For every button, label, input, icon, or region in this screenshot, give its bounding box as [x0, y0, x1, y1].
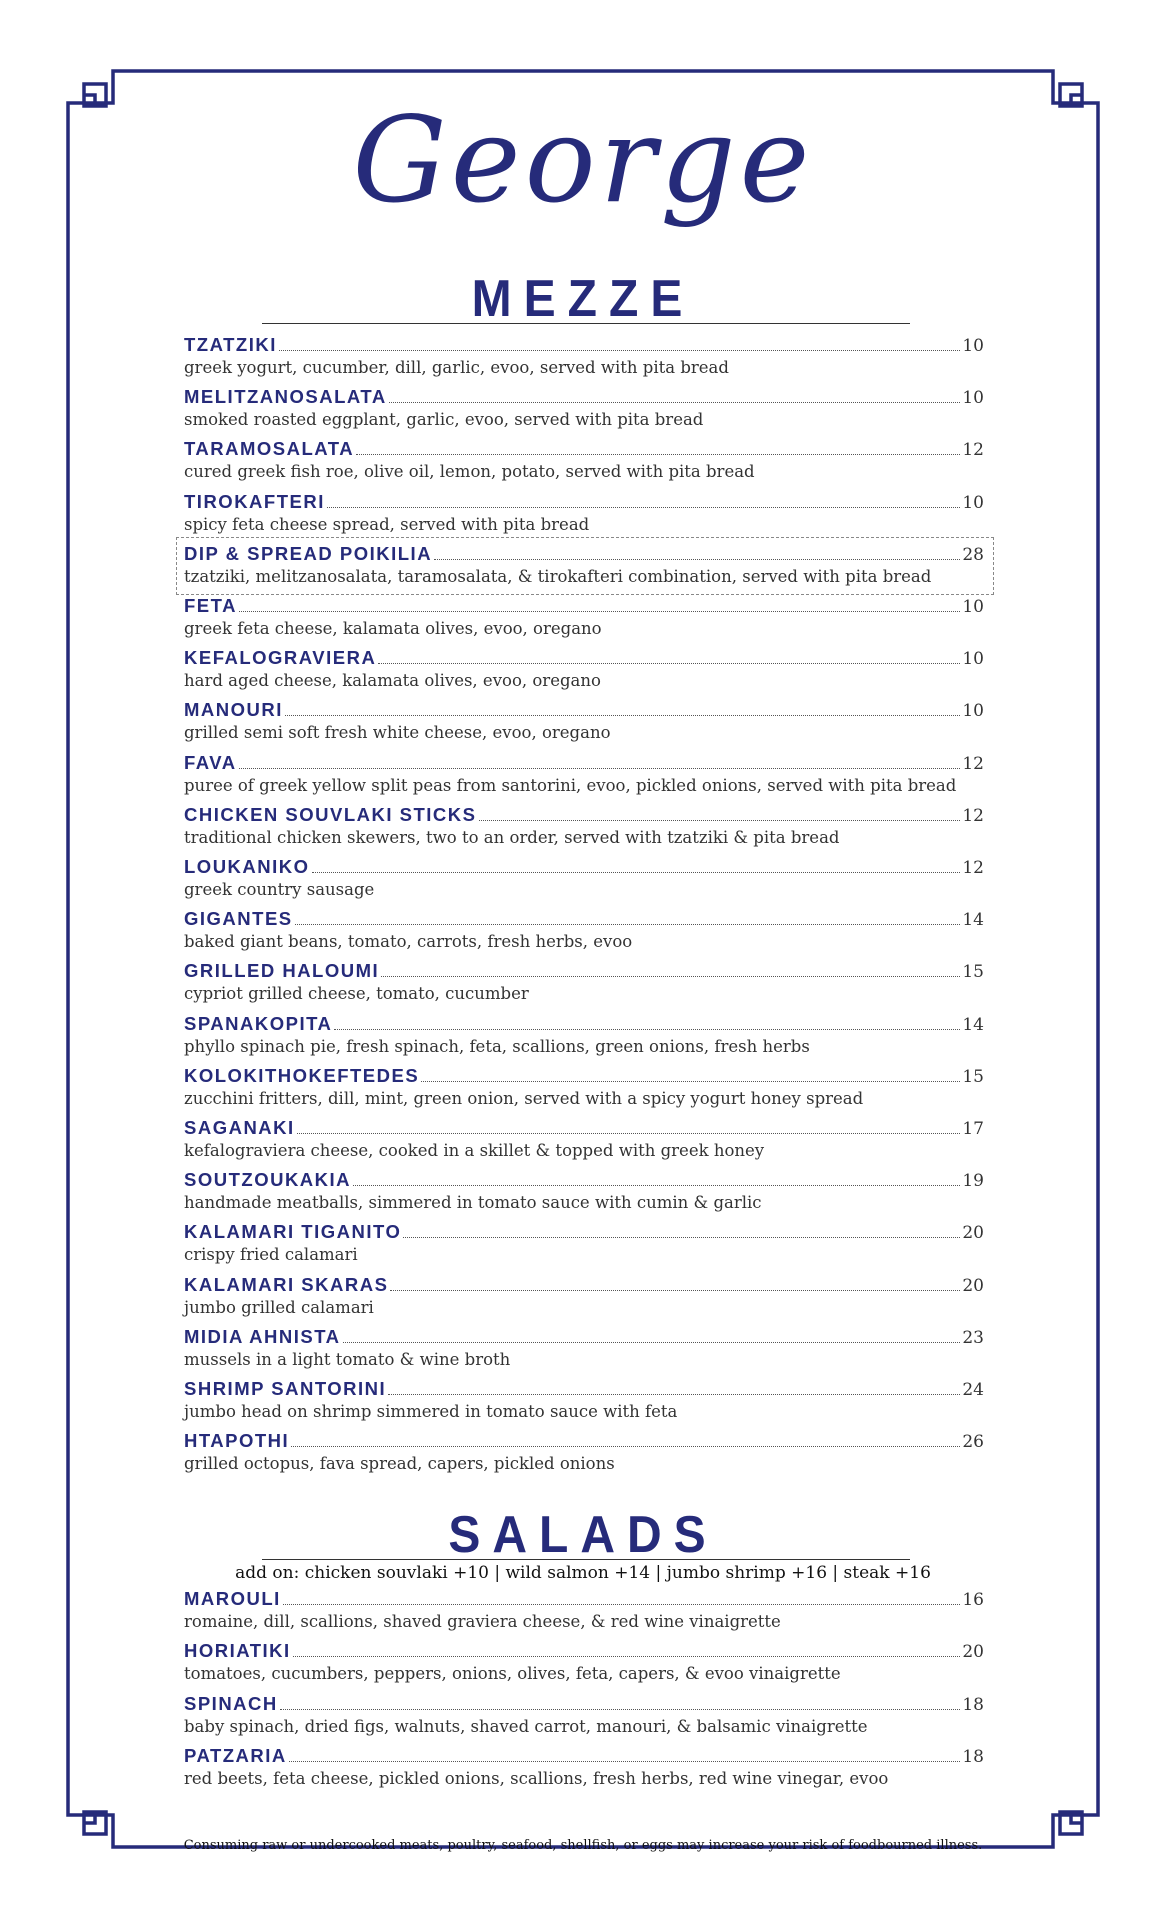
- dot-leader: [279, 349, 961, 351]
- menu-item-header: [184, 1013, 984, 1037]
- menu-item-price: 20: [962, 1223, 984, 1244]
- menu-item-description: zucchini fritters, dill, mint, green onion, served with a spicy yogurt honey spread: [184, 1088, 864, 1108]
- dot-leader: [353, 1184, 960, 1186]
- menu-item-price: 14: [962, 910, 984, 931]
- menu-item-description: grilled semi soft fresh white cheese, evoo, oregano: [184, 723, 611, 743]
- dot-leader: [378, 662, 960, 664]
- dot-leader: [239, 610, 960, 612]
- menu-item-name: FETA: [184, 595, 237, 616]
- menu-item: [184, 1065, 984, 1113]
- dot-leader: [388, 1393, 960, 1395]
- menu-item-header: [184, 1588, 984, 1612]
- menu-item-name: TZATZIKI: [184, 334, 277, 355]
- menu-item-name: KALAMARI TIGANITO: [184, 1221, 402, 1243]
- menu-item: [184, 1013, 984, 1061]
- menu-item: [184, 1117, 984, 1165]
- menu-item-price: 20: [962, 1642, 984, 1663]
- menu-item: [184, 960, 984, 1008]
- dot-leader: [479, 819, 961, 821]
- dot-leader: [421, 1080, 960, 1082]
- menu-item-description: mussels in a light tomato & wine broth: [184, 1349, 511, 1369]
- menu-item-description: spicy feta cheese spread, served with pita bread: [184, 514, 590, 534]
- menu-item-header: [184, 1745, 984, 1769]
- dot-leader: [389, 401, 961, 403]
- dot-leader: [295, 923, 961, 925]
- menu-item: [184, 334, 984, 382]
- menu-item-header: [184, 804, 984, 828]
- salads-addon-note: add on: chicken souvlaki +10 | wild salmon +14 | jumbo shrimp +16 | steak +16: [235, 1563, 931, 1583]
- menu-item: [184, 1378, 984, 1426]
- menu-item-header: [184, 960, 984, 984]
- menu-item: [184, 1640, 984, 1688]
- menu-item-description: greek feta cheese, kalamata olives, evoo, oregano: [184, 619, 602, 638]
- menu-item-name: SAGANAKI: [184, 1117, 295, 1138]
- menu-item-header: [184, 543, 984, 567]
- menu-item-header: [184, 1117, 984, 1141]
- dot-leader: [381, 975, 960, 977]
- menu-item-description: cypriot grilled cheese, tomato, cucumber: [184, 984, 529, 1004]
- menu-item-name: SPINACH: [184, 1692, 278, 1714]
- dot-leader: [343, 1341, 961, 1343]
- menu-item: [184, 543, 984, 591]
- menu-item-description: traditional chicken skewers, two to an order, served with tzatziki & pita bread: [184, 827, 840, 847]
- menu-item: [184, 491, 984, 539]
- menu-item: [184, 438, 984, 486]
- menu-item-description: grilled octopus, fava spread, capers, pickled onions: [184, 1454, 615, 1474]
- menu-item: [184, 752, 984, 800]
- menu-item-price: 18: [962, 1694, 984, 1715]
- menu-item-price: 12: [962, 858, 984, 878]
- menu-item-description: handmade meatballs, simmered in tomato sauce with cumin & garlic: [184, 1193, 762, 1213]
- menu-item-name: CHICKEN SOUVLAKI STICKS: [184, 803, 477, 825]
- menu-item-name: MELITZANOSALATA: [184, 386, 387, 408]
- menu-item-header: [184, 1221, 984, 1245]
- menu-item-price: 12: [962, 440, 984, 461]
- menu-item-price: 10: [962, 388, 984, 409]
- menu-item-name: LOUKANIKO: [184, 856, 310, 877]
- menu-item-header: [184, 438, 984, 462]
- menu-item-header: [184, 856, 984, 880]
- menu-item-price: 16: [962, 1590, 984, 1610]
- menu-item: [184, 908, 984, 956]
- menu-item-name: TARAMOSALATA: [184, 438, 355, 460]
- menu-item-description: romaine, dill, scallions, shaved graviera cheese, & red wine vinaigrette: [184, 1612, 781, 1631]
- dot-leader: [285, 714, 960, 716]
- menu-item-price: 10: [962, 492, 984, 513]
- menu-item-header: [184, 1430, 984, 1454]
- menu-item-description: jumbo head on shrimp simmered in tomato sauce with feta: [184, 1402, 678, 1421]
- menu-item-name: SPANAKOPITA: [184, 1012, 333, 1034]
- menu-item: [184, 1430, 984, 1478]
- menu-item-price: 10: [962, 701, 984, 722]
- menu-item-header: [184, 752, 984, 776]
- menu-item-header: [184, 491, 984, 515]
- menu-item-header: [184, 699, 984, 723]
- menu-item-name: GIGANTES: [184, 908, 293, 930]
- menu-item-description: greek yogurt, cucumber, dill, garlic, evoo, served with pita bread: [184, 358, 729, 377]
- menu-item-header: [184, 647, 984, 671]
- restaurant-logo: George: [352, 91, 814, 229]
- dot-leader: [434, 558, 960, 560]
- menu-item: [184, 1745, 984, 1793]
- menu-item: [184, 386, 984, 434]
- menu-item-price: 18: [962, 1746, 984, 1767]
- dot-leader: [291, 1445, 960, 1447]
- menu-item-price: 26: [962, 1432, 984, 1453]
- menu-item: [184, 1169, 984, 1217]
- salads-title: SALADS: [448, 1506, 718, 1565]
- menu-item-price: 23: [962, 1327, 984, 1348]
- dot-leader: [293, 1655, 961, 1657]
- menu-item-name: MIDIA AHNISTA: [184, 1325, 341, 1347]
- menu-item-header: [184, 908, 984, 932]
- menu-item-header: [184, 334, 984, 358]
- menu-item-price: 19: [962, 1171, 984, 1192]
- menu-item-name: GRILLED HALOUMI: [184, 960, 380, 982]
- dot-leader: [280, 1708, 961, 1710]
- menu-item-header: [184, 1640, 984, 1664]
- menu-item-name: KEFALOGRAVIERA: [184, 647, 377, 669]
- menu-item-price: 15: [962, 962, 984, 983]
- menu-item-description: hard aged cheese, kalamata olives, evoo, oregano: [184, 671, 601, 691]
- menu-item-name: MANOURI: [184, 699, 283, 721]
- menu-item-price: 10: [962, 649, 984, 670]
- menu-item-header: [184, 386, 984, 410]
- menu-item-header: [184, 1065, 984, 1089]
- dot-leader: [390, 1289, 960, 1291]
- menu-item-name: PATZARIA: [184, 1744, 287, 1766]
- menu-item-header: [184, 1326, 984, 1350]
- menu-item-price: 17: [962, 1119, 984, 1139]
- menu-item-name: DIP & SPREAD POIKILIA: [184, 542, 433, 564]
- menu-item-description: kefalograviera cheese, cooked in a skillet & topped with greek honey: [184, 1141, 765, 1160]
- menu-item-name: MAROULI: [184, 1588, 281, 1609]
- dot-leader: [289, 1760, 961, 1762]
- menu-item-name: HORIATIKI: [184, 1640, 291, 1662]
- menu-item: [184, 1221, 984, 1269]
- menu-item-price: 20: [962, 1275, 984, 1296]
- menu-item-price: 15: [962, 1066, 984, 1087]
- menu-item-name: HTAPOTHI: [184, 1430, 290, 1452]
- dot-leader: [327, 506, 961, 508]
- menu-item-price: 14: [962, 1014, 984, 1035]
- menu-item-description: tomatoes, cucumbers, peppers, onions, olives, feta, capers, & evoo vinaigrette: [184, 1664, 841, 1684]
- menu-item-header: [184, 1169, 984, 1193]
- menu-item: [184, 1588, 984, 1636]
- menu-item-description: baked giant beans, tomato, carrots, fresh herbs, evoo: [184, 932, 633, 952]
- menu-item-header: [184, 1274, 984, 1298]
- menu-item-price: 12: [962, 753, 984, 774]
- menu-item-description: baby spinach, dried figs, walnuts, shaved carrot, manouri, & balsamic vinaigrette: [184, 1716, 868, 1736]
- menu-item-price: 10: [962, 597, 984, 617]
- menu-item: [184, 1693, 984, 1741]
- dot-leader: [334, 1028, 960, 1030]
- dot-leader: [403, 1236, 960, 1238]
- menu-item-header: [184, 1693, 984, 1717]
- menu-item-description: jumbo grilled calamari: [184, 1297, 374, 1317]
- menu-item-description: tzatziki, melitzanosalata, taramosalata, & tirokafteri combination, served with pita bread: [184, 566, 932, 586]
- menu-item-header: [184, 1378, 984, 1402]
- mezze-divider: [262, 323, 910, 324]
- dot-leader: [356, 453, 960, 455]
- dot-leader: [312, 871, 961, 873]
- menu-item-description: greek country sausage: [184, 880, 375, 899]
- menu-item-name: KALAMARI SKARAS: [184, 1273, 389, 1295]
- menu-item: [184, 804, 984, 852]
- menu-item: [184, 1274, 984, 1322]
- dot-leader: [239, 767, 961, 769]
- menu-item-name: FAVA: [184, 751, 237, 773]
- dot-leader: [297, 1132, 961, 1134]
- menu-item-price: 28: [962, 544, 984, 565]
- menu-item-price: 24: [962, 1380, 984, 1400]
- menu-item-description: crispy fried calamari: [184, 1245, 358, 1265]
- menu-item-price: 12: [962, 805, 984, 826]
- menu-item-description: phyllo spinach pie, fresh spinach, feta, scallions, green onions, fresh herbs: [184, 1036, 810, 1056]
- menu-item-name: SHRIMP SANTORINI: [184, 1378, 387, 1399]
- food-safety-notice: Consuming raw or undercooked meats, poultry, seafood, shellfish, or eggs may increase your risk of foodbourned illness.: [183, 1838, 983, 1853]
- menu-item-header: [184, 595, 984, 619]
- menu-item-description: puree of greek yellow split peas from santorini, evoo, pickled onions, served with pita bread: [184, 775, 957, 795]
- menu-item: [184, 856, 984, 904]
- dot-leader: [283, 1603, 961, 1605]
- menu-item-name: KOLOKITHOKEFTEDES: [184, 1064, 420, 1086]
- menu-item: [184, 647, 984, 695]
- menu-item-description: cured greek fish roe, olive oil, lemon, potato, served with pita bread: [184, 462, 755, 482]
- menu-item-name: SOUTZOUKAKIA: [184, 1169, 352, 1191]
- salads-divider: [262, 1559, 910, 1560]
- menu-item-description: red beets, feta cheese, pickled onions, scallions, fresh herbs, red wine vinegar, evoo: [184, 1768, 889, 1788]
- menu-item-description: smoked roasted eggplant, garlic, evoo, served with pita bread: [184, 410, 704, 430]
- menu-item: [184, 1326, 984, 1374]
- menu-item: [184, 595, 984, 643]
- menu-item: [184, 699, 984, 747]
- mezze-title: MEZZE: [471, 270, 695, 329]
- menu-item-name: TIROKAFTERI: [184, 490, 325, 512]
- menu-item-price: 10: [962, 336, 984, 356]
